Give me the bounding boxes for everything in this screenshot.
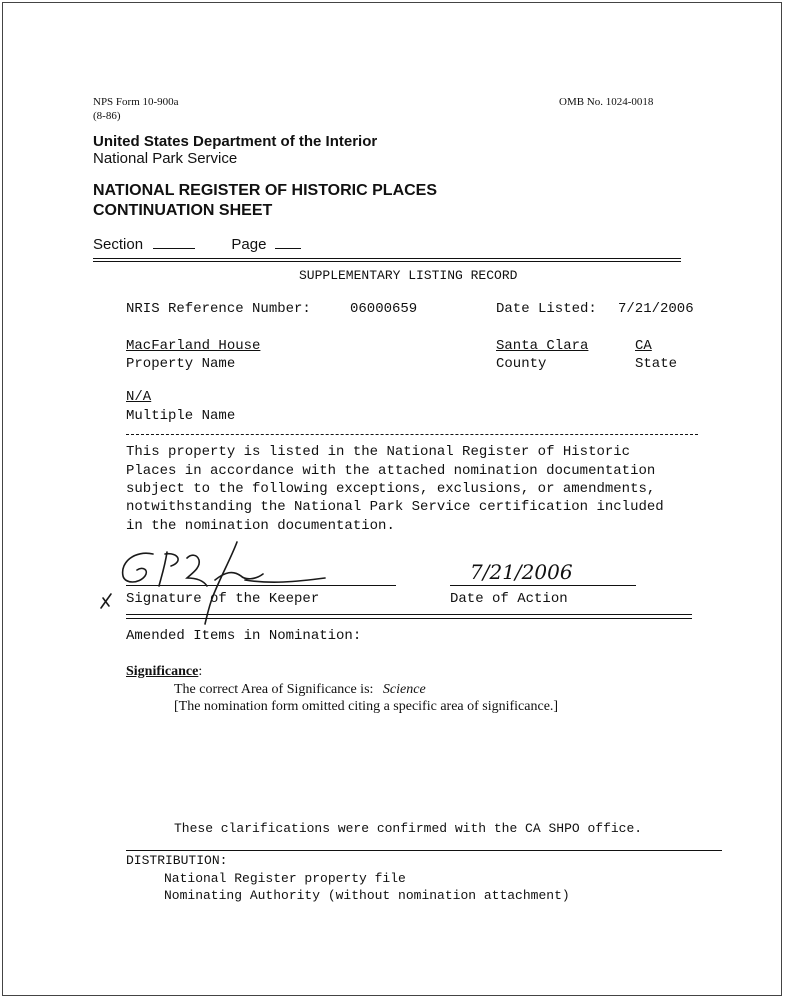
distribution-label: DISTRIBUTION: [126,853,228,868]
significance-note: [The nomination form omitted citing a specific area of significance.] [174,699,559,714]
distribution-item: National Register property file [164,871,406,886]
multiple-label: Multiple Name [126,408,236,424]
statement-line-3: subject to the following exceptions, exclusions, or amendments, [126,481,656,497]
statement-line-1: This property is listed in the National Register of Historic [126,444,631,460]
page-label: Page [231,236,267,253]
page-blank [275,236,301,249]
statement-line-4: notwithstanding the National Park Service certification included [126,499,664,515]
service-name: National Park Service [93,150,238,167]
county-label: County [496,356,547,372]
nris-label: NRIS Reference Number: [126,301,311,317]
area-value: Science [382,682,426,697]
state-value: CA [635,338,652,354]
department-name: United States Department of the Interior [93,133,378,150]
property-name: MacFarland House [126,338,261,354]
multiple-value: N/A [126,389,152,405]
statement-line-2: Places in accordance with the attached nomination documentation [126,463,656,479]
section-blank [153,236,195,249]
date-listed-label: Date Listed: [496,301,597,317]
state-label: State [635,356,678,372]
form-date: (8-86) [93,110,121,122]
continuation-title: CONTINUATION SHEET [93,202,273,219]
keeper-label: Signature of the Keeper [126,591,320,607]
separator-mid-1 [126,614,692,615]
area-of-significance [174,682,426,698]
register-title: NATIONAL REGISTER OF HISTORIC PLACES [93,182,438,199]
separator-top-1 [93,258,681,259]
separator-mid-2 [126,618,692,619]
keeper-signature-image [95,540,395,630]
separator-dashed [126,434,698,435]
significance-title: Significance [126,664,199,679]
form-number: NPS Form 10-900a [93,96,179,108]
county-value: Santa Clara [496,338,589,354]
section-field [93,236,301,253]
record-title: SUPPLEMENTARY LISTING RECORD [299,268,518,283]
distribution-item: Nominating Authority (without nomination attachment) [164,888,570,903]
date-signature-line [450,585,636,586]
amended-label: Amended Items in Nomination: [126,628,362,644]
clarification-text: These clarifications were confirmed with the CA SHPO office. [174,821,643,836]
nris-value: 06000659 [350,301,418,317]
significance-heading [126,664,202,680]
section-label: Section [93,236,144,253]
distribution-rule [126,850,722,851]
handwritten-date: 7/21/2006 [470,560,573,584]
property-name-label: Property Name [126,356,236,372]
statement-line-5: in the nomination documentation. [126,518,395,534]
significance-colon: : [198,664,203,679]
separator-top-2 [93,261,681,262]
area-text: The correct Area of Significance is: [174,682,374,697]
date-listed-value: 7/21/2006 [618,301,694,317]
date-of-action-label: Date of Action [450,591,568,607]
omb-number: OMB No. 1024-0018 [559,96,654,108]
